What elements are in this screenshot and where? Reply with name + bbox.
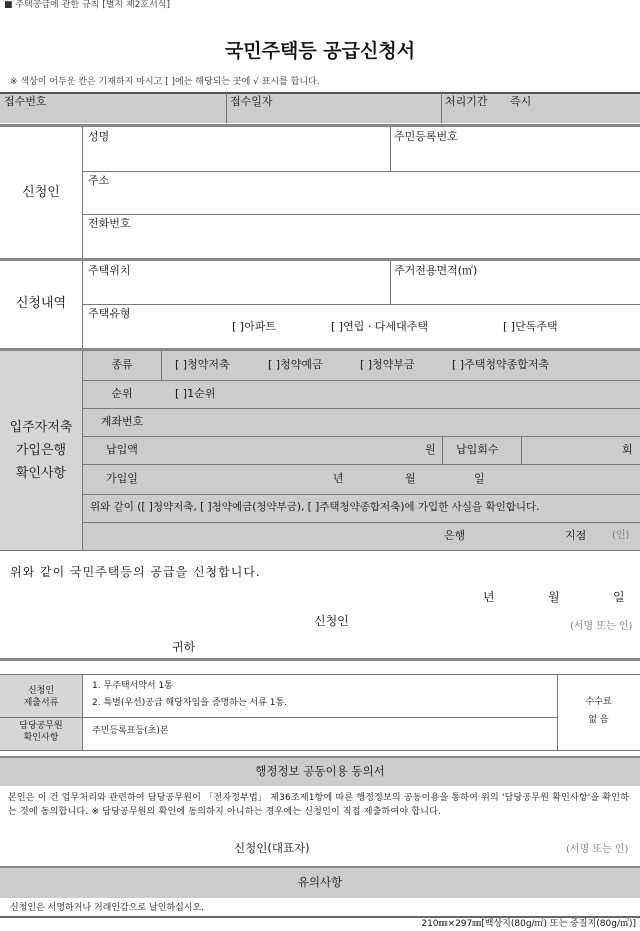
house-type-label: 주택유형 [88,307,131,320]
rank-label: 순위 [111,387,133,400]
savings-type-label: 종류 [111,358,133,371]
fee-value: 없 음 [588,715,609,725]
fee-label: 수수료 [585,697,612,707]
house-location-label: 주택위치 [88,264,131,277]
payment-count-label: 납입회수 [456,443,499,456]
join-date-year: 년 [333,472,344,485]
form-instruction: ※ 색상이 어두운 칸은 기재하지 마시고 [ ]에는 해당되는 곳에 √ 표시를 합니다. [10,77,320,87]
payment-unit: 원 [425,443,436,456]
receipt-date-label: 접수일자 [230,95,273,108]
applicant-section-label: 신청인 [22,185,60,200]
application-section-label: 신청내역 [15,296,67,311]
declaration-month: 월 [548,590,560,604]
join-date-day: 일 [474,472,485,485]
form-title: 국민주택등 공급신청서 [224,40,416,62]
rank-first-checkbox[interactable]: [ ]1순위 [175,387,216,400]
house-type-detached-checkbox[interactable]: [ ]단독주택 [503,320,558,333]
savings-section-label-line3: 확인사항 [15,466,67,481]
phone-label: 전화번호 [88,217,131,230]
receipt-number-label: 접수번호 [4,95,47,108]
bank-label: 은행 [444,529,466,542]
house-type-apartment-checkbox[interactable]: [ ]아파트 [232,320,276,333]
consent-title: 행정정보 공동이용 동의서 [255,764,385,778]
branch-label: 지점 [565,529,587,542]
savings-type-comprehensive[interactable]: [ ]주택청약종합저축 [452,358,550,371]
house-type-multifamily-checkbox[interactable]: [ ]연립 · 다세대주택 [331,320,428,333]
savings-section-label-line2: 가입은행 [15,443,67,458]
resident-number-label: 주민등록번호 [394,130,458,143]
regulation-reference: ■ 주택공급에 관한 규칙 [별지 제2호서식] [4,0,170,10]
declaration-applicant-label: 신청인 [314,614,349,628]
submit-document-2: 2. 특별(우선)공급 해당자임을 증명하는 서류 1통. [92,698,287,708]
officer-check-label: 담당공무원 확인사항 [19,721,63,743]
declaration-text: 위와 같이 국민주택등의 공급을 신청합니다. [10,565,261,579]
notes-text: 신청인은 서명하거나 거래인감으로 날인하십시오. [10,903,205,913]
addressee: 귀하 [172,640,196,654]
join-date-label: 가입일 [106,472,138,485]
notes-title: 유의사항 [297,875,343,889]
bank-seal: (인) [612,530,630,541]
officer-check-item: 주민등록표등(초)본 [92,726,169,736]
savings-type-subscription-deposit[interactable]: [ ]청약예금 [268,358,323,371]
submit-documents-label: 신청인 제출서류 [23,686,59,708]
name-label: 성명 [88,130,110,143]
consent-sign-hint: (서명 또는 인) [566,844,629,855]
consent-signer-label: 신청인(대표자) [234,841,310,855]
savings-type-subscription-installment[interactable]: [ ]청약부금 [360,358,415,371]
savings-type-subscription-savings[interactable]: [ ]청약저축 [175,358,230,371]
account-number-label: 계좌번호 [100,415,144,428]
payment-amount-label: 납입액 [106,443,138,456]
processing-period-label: 처리기간 [445,95,488,108]
declaration-year: 년 [483,590,495,604]
bank-confirmation-text: 위와 같이 ([ ]청약저축, [ ]청약예금(청약부금), [ ]주택청약종합저축)에 가입한 사실을 확인합니다. [90,501,540,513]
area-label: 주거전용면적(㎡) [394,264,478,277]
consent-text: 본인은 이 건 업무처리와 관련하여 담당공무원이 「전자정부법」 제36조제1항에 따른 행정정보의 공동이용을 통하여 위의 '담당공무원 확인사항'을 확인하는 것에 동의합니다. ※ 담당공무원의 확인에 동의하지 아니하는 경우에는 신청인이 직접 제출하여야 합니다. [8,793,630,818]
address-label: 주소 [88,174,110,187]
savings-section-label-line1: 입주자저축 [9,420,73,435]
declaration-sign-hint: (서명 또는 인) [570,621,633,632]
submit-document-1: 1. 무주택서약서 1통 [92,681,173,691]
payment-count-unit: 회 [622,443,633,456]
declaration-day: 일 [613,590,625,604]
join-date-month: 월 [405,472,416,485]
paper-spec: 210㎜×297㎜[백상지(80g/㎡) 또는 중질지(80g/㎡)] [421,919,636,929]
processing-period-value: 즉시 [510,95,532,108]
receipt-row [0,92,640,123]
